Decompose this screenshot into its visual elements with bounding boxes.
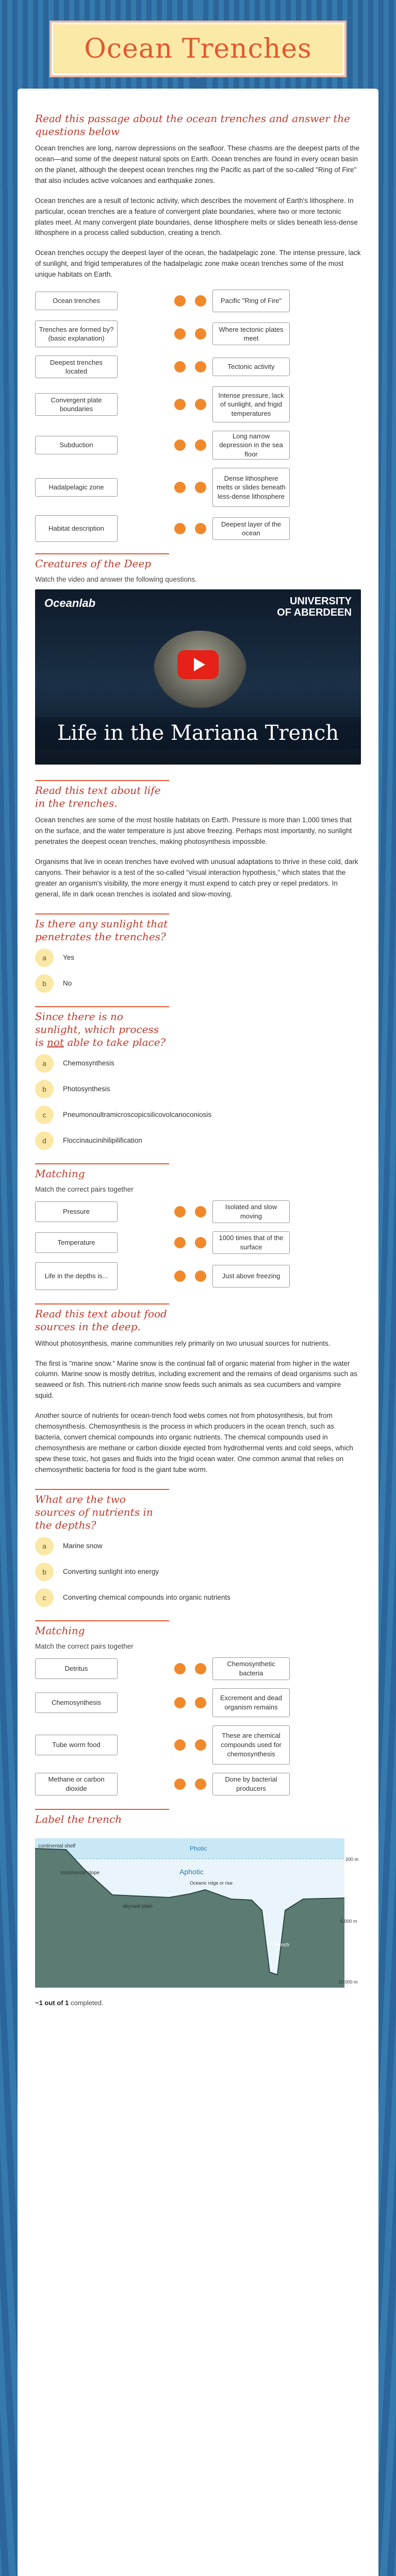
depth-200m: 200 m (345, 1856, 359, 1862)
matching2-instruction: Match the correct pairs together (35, 1642, 134, 1650)
match-right-item[interactable]: Chemosynthetic bacteria (212, 1657, 290, 1680)
option-text: Pneumonoultramicroscopicsilicovolcanoconiosis (63, 1111, 212, 1119)
option-letter: c (35, 1106, 54, 1124)
question2-heading (35, 1006, 169, 1049)
matching-exercise-3 (35, 1657, 361, 1795)
match-row (35, 1657, 361, 1680)
option-text: Yes (63, 954, 75, 962)
option-text: Chemosynthesis (63, 1059, 114, 1067)
match-left-dot[interactable] (174, 1739, 186, 1751)
option-text: Floccinaucinihilipilification (63, 1137, 142, 1145)
completion-suffix: completed. (69, 1998, 104, 2007)
match-left-dot[interactable] (174, 295, 186, 307)
match-left-item[interactable]: Trenches are formed by? (basic explanation) (35, 320, 118, 347)
option-letter: d (35, 1131, 54, 1150)
completion-status (35, 1999, 361, 2007)
matching-exercise-1 (35, 290, 361, 542)
match-right-item[interactable]: These are chemical compounds used for chemosynthesis (212, 1725, 290, 1765)
quiz-option[interactable] (35, 1537, 361, 1555)
option-letter: b (35, 974, 54, 993)
match-left-item[interactable]: Life in the depths is... (35, 1262, 118, 1290)
section3-paragraph: Organisms that live in ocean trenches have evolved with unusual adaptations to thrive in these cold, dark canyons. Their behavior is a test of the so-called "visual interaction hypothesis," which states that the greater an organism's visibility, the more energy it must expend to catch prey or repel predators. In general, life in dark ocean trenches is isolated and slow-moving. (35, 857, 358, 898)
completion-count: ~1 out of 1 (35, 1998, 69, 2007)
section3-heading: Read this text about life in the trenches. (35, 780, 169, 810)
video-caption: Life in the Mariana Trench (35, 717, 361, 749)
page-title: Ocean Trenches (52, 23, 344, 75)
match-left-item[interactable]: Temperature (35, 1232, 118, 1253)
section2-heading: Creatures of the Deep (35, 553, 169, 570)
match-row (35, 290, 361, 312)
matching1-heading: Matching (35, 1163, 169, 1180)
option-letter: c (35, 1588, 54, 1607)
match-right-dot[interactable] (195, 482, 206, 493)
match-right-item[interactable]: Deepest layer of the ocean (212, 517, 290, 540)
match-right-dot[interactable] (195, 328, 206, 340)
match-left-item[interactable]: Pressure (35, 1201, 118, 1222)
option-text: No (63, 979, 72, 988)
match-left-item[interactable]: Detritus (35, 1658, 118, 1679)
match-left-item[interactable]: Tube worm food (35, 1735, 118, 1755)
match-left-dot[interactable] (174, 361, 186, 372)
match-right-dot[interactable] (195, 1237, 206, 1248)
match-right-item[interactable]: Where tectonic plates meet (212, 323, 290, 345)
match-left-dot[interactable] (174, 1663, 186, 1674)
section4-paragraph: The first is "marine snow." Marine snow is the continual fall of organic material from higher in the water column. Marine snow is mostly detritus, including excrement and the remains of dead organisms such as seaweed or fish. This nutrient-rich marine snow feeds such animals as sea cucumbers and vampire squid. (35, 1359, 358, 1400)
match-left-dot[interactable] (174, 1270, 186, 1282)
match-row (35, 1231, 361, 1254)
depth-6000m: 6,000 m (340, 1918, 357, 1924)
option-text: Converting sunlight into energy (63, 1568, 159, 1576)
match-right-item[interactable]: Dense lithosphere melts or slides beneath less-dense lithosphere (212, 468, 290, 507)
label-oceanic-ridge: Oceanic ridge or rise (190, 1880, 233, 1886)
option-letter: b (35, 1563, 54, 1581)
video-instruction: Watch the video and answer the following questions. (35, 575, 197, 584)
trench-diagram-svg (35, 1833, 361, 1988)
match-right-item[interactable]: Long narrow depression in the sea floor (212, 431, 290, 460)
label-continental-slope: continental slope (61, 1870, 100, 1876)
option-letter: a (35, 1537, 54, 1555)
match-left-item[interactable]: Chemosynthesis (35, 1692, 118, 1713)
match-left-item[interactable]: Methane or carbon dioxide (35, 1773, 118, 1795)
option-text: Converting chemical compounds into organic nutrients (63, 1594, 230, 1602)
match-left-dot[interactable] (174, 1778, 186, 1790)
match-left-dot[interactable] (174, 1237, 186, 1248)
match-right-dot[interactable] (195, 1778, 206, 1790)
video-brand-logo: Oceanlab (44, 597, 96, 610)
match-right-dot[interactable] (195, 1663, 206, 1674)
match-left-dot[interactable] (174, 328, 186, 340)
question1-heading: Is there any sunlight that penetrates the trenches? (35, 913, 169, 943)
match-row (35, 468, 361, 507)
match-left-dot[interactable] (174, 439, 186, 451)
section1-paragraph: Ocean trenches are a result of tectonic activity, which describes the movement of Earth's lithosphere. In particular, ocean trenches are a feature of convergent plate boundaries, where two or more tectonic plates meet. At many convergent plate boundaries, dense lithosphere melts or slides beneath less-dense lithosphere in a process called subduction, creating a trench. (35, 196, 358, 237)
option-text: Marine snow (63, 1542, 103, 1550)
match-right-dot[interactable] (195, 523, 206, 534)
match-left-item[interactable]: Ocean trenches (35, 292, 118, 310)
match-right-item[interactable]: Excrement and dead organism remains (212, 1688, 290, 1717)
match-right-dot[interactable] (195, 439, 206, 451)
match-right-dot[interactable] (195, 295, 206, 307)
section1-paragraph: Ocean trenches occupy the deepest layer of the ocean, the hadalpelagic zone. The intense pressure, lack of sunlight, and frigid temperatures of the hadalpelagic zone make ocean trenches some of the most unique habitats on Earth. (35, 249, 361, 279)
matching-exercise-2 (35, 1200, 361, 1290)
quiz-option[interactable] (35, 1106, 361, 1124)
match-left-item[interactable]: Subduction (35, 436, 118, 454)
match-row (35, 431, 361, 460)
label-abyssal-plain: abyssal plain (123, 1903, 153, 1909)
title-banner (0, 23, 396, 75)
match-row (35, 1773, 361, 1795)
question2-heading-emphasis: not (47, 1036, 64, 1048)
match-right-item[interactable]: Just above freezing (212, 1265, 290, 1287)
section1-heading: Read this passage about the ocean trenches and answer the questions below (35, 112, 350, 138)
match-left-item[interactable]: Deepest trenches located (35, 355, 118, 378)
section4-heading: Read this text about food sources in the deep. (35, 1303, 169, 1333)
quiz-option[interactable] (35, 1563, 361, 1581)
label-heading: Label the trench (35, 1809, 169, 1826)
match-right-dot[interactable] (195, 1270, 206, 1282)
match-left-item[interactable]: Hadalpelagic zone (35, 478, 118, 497)
match-row (35, 1725, 361, 1765)
match-right-dot[interactable] (195, 399, 206, 410)
matching2-heading: Matching (35, 1620, 169, 1637)
quiz-option[interactable] (35, 1080, 361, 1098)
video-university-logo (277, 596, 352, 618)
option-letter: a (35, 948, 54, 967)
university-line-2: OF ABERDEEN (277, 607, 352, 619)
label-continental-shelf: continental shelf (38, 1843, 76, 1849)
match-right-dot[interactable] (195, 361, 206, 372)
section3-paragraph: Ocean trenches are some of the most hostile habitats on Earth. Pressure is more than 1,000 times that on the surface, and the water temperature is just above freezing. Perhaps most importantly, no sunlight penetrates the deepest ocean trenches, making photosynthesis impossible. (35, 816, 352, 845)
trench-diagram (35, 1833, 361, 1988)
option-letter: a (35, 1054, 54, 1073)
play-button-icon[interactable] (177, 650, 219, 679)
depth-10000m: 10,000 m (338, 1979, 358, 1985)
quiz-option[interactable] (35, 1588, 361, 1607)
match-row (35, 386, 361, 422)
match-row (35, 515, 361, 542)
match-right-item[interactable]: 1000 times that of the surface (212, 1231, 290, 1254)
quiz-option[interactable] (35, 1054, 361, 1073)
match-right-dot[interactable] (195, 1739, 206, 1751)
match-row (35, 355, 361, 378)
question2-heading-pre: Since there is no sunlight, which process is (35, 1010, 159, 1048)
label-photic: Photic (190, 1844, 207, 1852)
match-left-dot[interactable] (174, 482, 186, 493)
option-text: Photosynthesis (63, 1085, 110, 1093)
match-row (35, 1262, 361, 1290)
match-right-dot[interactable] (195, 1206, 206, 1217)
quiz-option[interactable] (35, 948, 361, 967)
match-left-dot[interactable] (174, 399, 186, 410)
match-left-dot[interactable] (174, 1206, 186, 1217)
video-player[interactable] (35, 589, 361, 765)
match-left-dot[interactable] (174, 523, 186, 534)
match-right-item[interactable]: Intense pressure, lack of sunlight, and frigid temperatures (212, 386, 290, 422)
question3-heading: What are the two sources of nutrients in the depths? (35, 1489, 169, 1532)
option-letter: b (35, 1080, 54, 1098)
section4-paragraph: Another source of nutrients for ocean-trench food webs comes not from photosynthesis, but from chemosynthesis. Chemosynthesis is the process in which producers in the ocean trench, such as bacteria, convert chemical compounds into organic nutrients. The chemical compounds used in chemosynthesis are methane or carbon dioxide ejected from hydrothermal vents and cold seeps, which spew these toxic, hot gases and fluids into the frigid ocean water. One common animal that relies on chemosynthetic bacteria for food is the giant tube worm. (35, 1412, 353, 1473)
match-row (35, 1688, 361, 1717)
match-right-item[interactable]: Tectonic activity (212, 358, 290, 376)
match-left-item[interactable]: Habitat description (35, 515, 118, 542)
match-right-item[interactable]: Done by bacterial producers (212, 1773, 290, 1795)
quiz-option[interactable] (35, 974, 361, 993)
match-row (35, 1200, 361, 1223)
match-right-item[interactable]: Pacific "Ring of Fire" (212, 290, 290, 312)
section4-paragraph: Without photosynthesis, marine communities rely primarily on two unusual sources for nutrients. (35, 1339, 331, 1347)
section1-paragraph: Ocean trenches are long, narrow depressions on the seafloor. These chasms are the deepest parts of the ocean—and some of the deepest natural spots on Earth. Ocean trenches are found in every ocean basin on the planet, although the deepest ocean trenches ring the Pacific as part of the so-called "Ring of Fire" that also includes active volcanoes and earthquake zones. (35, 144, 360, 184)
university-line-1: UNIVERSITY (289, 596, 352, 607)
lesson-card (18, 89, 378, 2576)
matching1-instruction: Match the correct pairs together (35, 1185, 134, 1193)
match-left-item[interactable]: Convergent plate boundaries (35, 393, 118, 416)
match-right-item[interactable]: Isolated and slow moving (212, 1200, 290, 1223)
match-row (35, 320, 361, 347)
quiz-option[interactable] (35, 1131, 361, 1150)
match-left-dot[interactable] (174, 1697, 186, 1708)
match-right-dot[interactable] (195, 1697, 206, 1708)
label-trench: Trench (273, 1942, 289, 1948)
label-aphotic: Aphotic (179, 1867, 204, 1876)
question2-heading-post: able to take place? (64, 1036, 166, 1048)
